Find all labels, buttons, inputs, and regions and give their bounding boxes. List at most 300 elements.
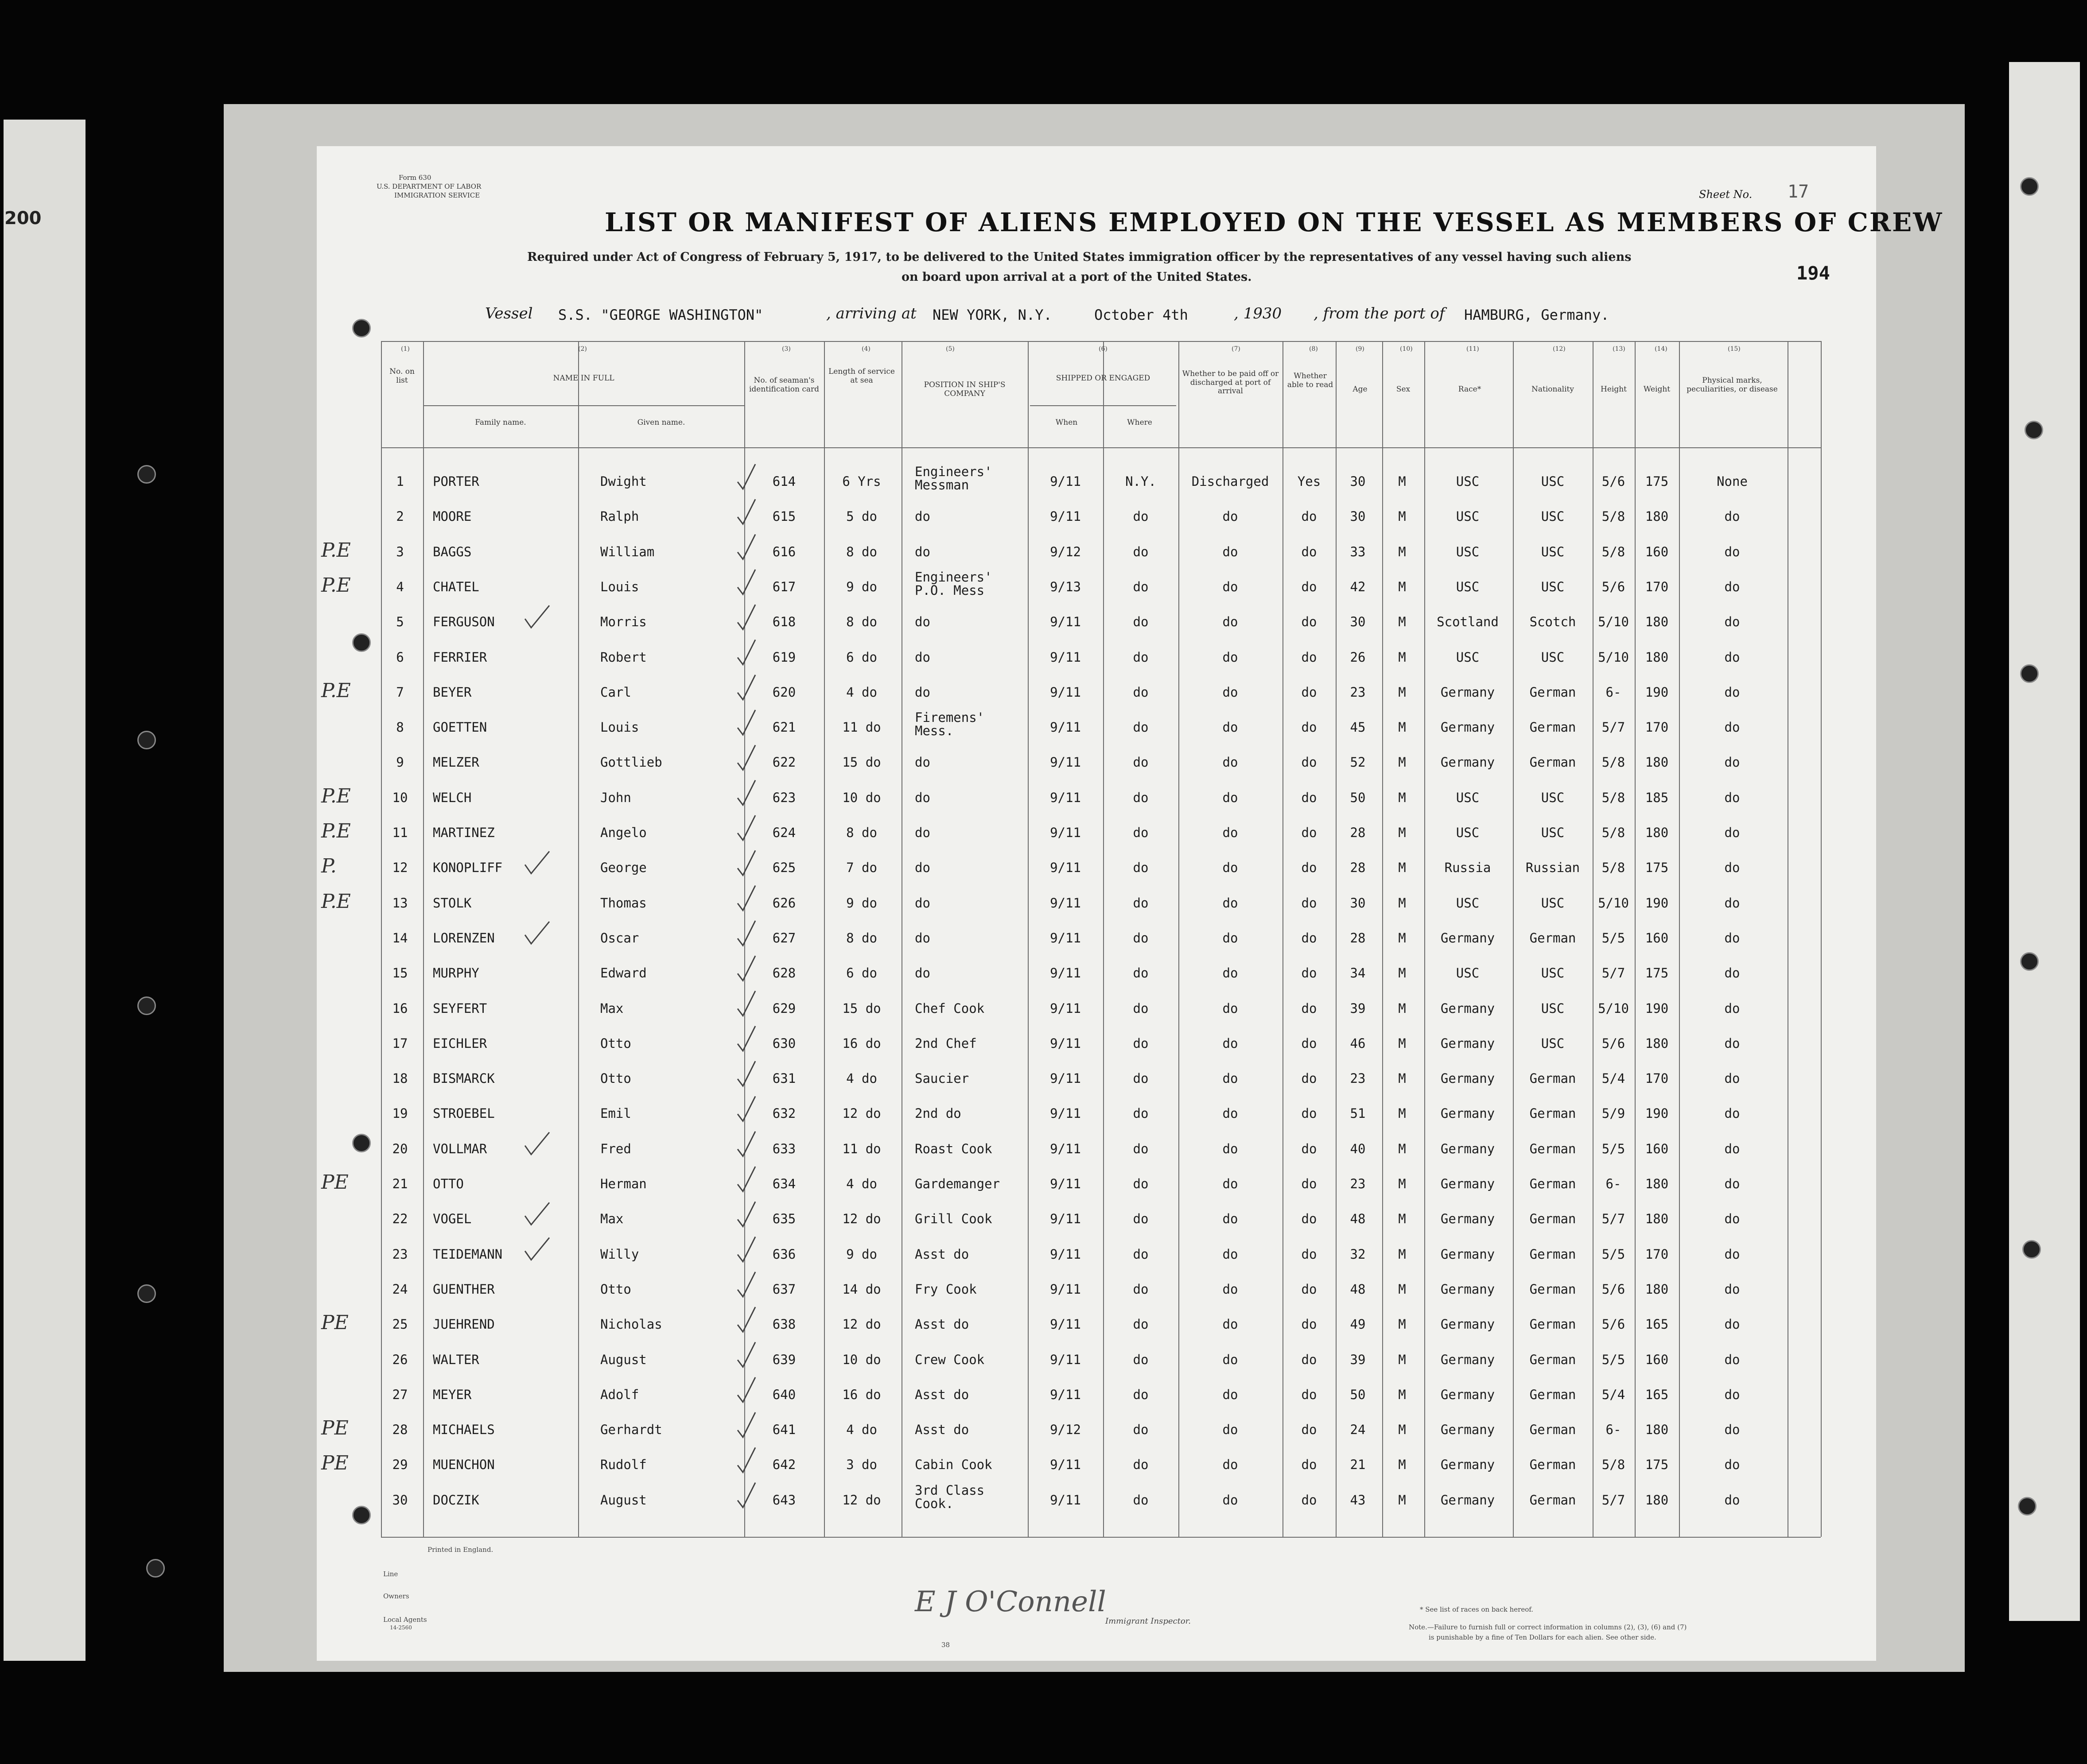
sex: M	[1398, 1211, 1406, 1227]
sex: M	[1398, 790, 1406, 805]
given-name: Fred	[600, 1141, 631, 1156]
age: 23	[1350, 1176, 1366, 1191]
paid-off-status: do	[1222, 1141, 1238, 1156]
age: 26	[1350, 649, 1366, 665]
height: 5/7	[1601, 720, 1625, 735]
check-mark	[738, 886, 755, 911]
row-number: 6	[396, 649, 404, 665]
length-of-service: 8 do	[846, 544, 877, 559]
shipped-when: 9/11	[1050, 755, 1081, 770]
shipped-where: do	[1133, 544, 1149, 559]
family-name: GUENTHER	[433, 1281, 495, 1297]
nationality: USC	[1541, 1000, 1565, 1016]
race: USC	[1456, 895, 1480, 911]
able-to-read: do	[1301, 720, 1317, 735]
id-card-number: 640	[772, 1387, 796, 1402]
header-position: POSITION IN SHIP'S COMPANY	[924, 380, 1006, 398]
given-name: Carl	[600, 684, 631, 700]
id-card-number: 643	[772, 1492, 796, 1508]
check-mark	[738, 710, 755, 735]
nationality: German	[1529, 1176, 1576, 1191]
shipped-when: 9/11	[1050, 1141, 1081, 1156]
age: 30	[1350, 614, 1366, 630]
paid-off-status: do	[1222, 860, 1238, 876]
shipped-when: 9/11	[1050, 1071, 1081, 1086]
shipped-when: 9/12	[1050, 544, 1081, 559]
ship-position: do	[915, 790, 930, 805]
family-name: PORTER	[433, 474, 479, 489]
able-to-read: do	[1301, 1387, 1317, 1402]
paid-off-status: do	[1222, 579, 1238, 594]
punch-hole	[2020, 177, 2039, 196]
paid-off-status: do	[1222, 1281, 1238, 1297]
shipped-where: do	[1133, 825, 1149, 840]
family-name: FERRIER	[433, 649, 487, 665]
shipped-where: N.Y.	[1125, 474, 1156, 489]
race: Germany	[1440, 1352, 1495, 1367]
race: Russia	[1444, 860, 1491, 876]
family-name: MOORE	[433, 509, 472, 524]
shipped-when: 9/11	[1050, 1211, 1081, 1227]
age: 46	[1350, 1035, 1366, 1051]
col-num-15: (15)	[1728, 345, 1741, 353]
header-name-in-full: NAME IN FULL	[553, 374, 614, 383]
id-card-number: 627	[772, 930, 796, 946]
nationality: German	[1529, 1387, 1576, 1402]
ship-position: 2nd do	[915, 1106, 961, 1121]
weight: 180	[1645, 825, 1669, 840]
length-of-service: 4 do	[846, 684, 877, 700]
height: 5/4	[1601, 1071, 1625, 1086]
header-age: Age	[1352, 385, 1368, 394]
line-label: Line	[383, 1570, 398, 1578]
inspector-signature: E J O'Connell	[915, 1586, 1106, 1618]
physical-marks: do	[1724, 1457, 1740, 1473]
sex: M	[1398, 895, 1406, 911]
able-to-read: do	[1301, 1071, 1317, 1086]
column-rule	[578, 341, 579, 1537]
shipped-where: do	[1133, 1141, 1149, 1156]
row-number: 10	[392, 790, 408, 805]
nationality: Russian	[1525, 860, 1580, 876]
physical-marks: do	[1724, 1035, 1740, 1051]
family-name: CHATEL	[433, 579, 479, 594]
nationality: German	[1529, 1211, 1576, 1227]
col-num-9: (9)	[1356, 345, 1364, 353]
physical-marks: do	[1724, 544, 1740, 559]
row-number: 18	[392, 1071, 408, 1086]
id-card-number: 633	[772, 1141, 796, 1156]
able-to-read: do	[1301, 649, 1317, 665]
age: 24	[1350, 1422, 1366, 1438]
arrival-date: October 4th	[1094, 306, 1188, 323]
row-number: 29	[392, 1457, 408, 1473]
shipped-when: 9/11	[1050, 614, 1081, 630]
id-card-number: 625	[772, 860, 796, 876]
weight: 170	[1645, 1246, 1669, 1262]
ship-position: Firemens' Mess.	[915, 710, 985, 739]
length-of-service: 16 do	[842, 1035, 881, 1051]
check-marks	[317, 146, 1876, 1661]
height: 5/5	[1601, 1141, 1625, 1156]
able-to-read: do	[1301, 544, 1317, 559]
ship-position: 3rd Class Cook.	[915, 1482, 985, 1511]
physical-marks: None	[1717, 474, 1748, 489]
weight: 180	[1645, 614, 1669, 630]
sex: M	[1398, 544, 1406, 559]
able-to-read: do	[1301, 1035, 1317, 1051]
height: 5/6	[1601, 1035, 1625, 1051]
id-card-number: 621	[772, 720, 796, 735]
age: 21	[1350, 1457, 1366, 1473]
col-num-10: (10)	[1400, 345, 1413, 353]
paid-off-status: do	[1222, 895, 1238, 911]
header-shipped-engaged: SHIPPED OR ENGAGED	[1056, 374, 1150, 383]
row-number: 1	[396, 474, 404, 489]
shipped-when: 9/11	[1050, 1317, 1081, 1332]
race: Germany	[1440, 1141, 1495, 1156]
able-to-read: do	[1301, 1317, 1317, 1332]
given-name: Oscar	[600, 930, 639, 946]
given-name: Emil	[600, 1106, 631, 1121]
family-name: EICHLER	[433, 1035, 487, 1051]
sex: M	[1398, 1071, 1406, 1086]
length-of-service: 3 do	[846, 1457, 877, 1473]
weight: 160	[1645, 930, 1669, 946]
shipped-when: 9/11	[1050, 684, 1081, 700]
check-mark	[525, 1202, 549, 1225]
given-name: Nicholas	[600, 1317, 662, 1332]
header-paid-off: Whether to be paid off or discharged at port of arrival	[1182, 369, 1279, 396]
able-to-read: do	[1301, 1106, 1317, 1121]
family-name: GOETTEN	[433, 720, 487, 735]
paid-off-status: do	[1222, 790, 1238, 805]
race: Germany	[1440, 1317, 1495, 1332]
id-card-number: 634	[772, 1176, 796, 1191]
given-name: Thomas	[600, 895, 647, 911]
paid-off-status: do	[1222, 544, 1238, 559]
family-name: FERGUSON	[433, 614, 495, 630]
able-to-read: do	[1301, 1211, 1317, 1227]
shipped-where: do	[1133, 1352, 1149, 1367]
given-name: August	[600, 1492, 647, 1508]
check-mark	[738, 1167, 755, 1191]
page-number: 38	[941, 1641, 950, 1649]
physical-marks: do	[1724, 579, 1740, 594]
shipped-where: do	[1133, 1176, 1149, 1191]
pe-mark: PE	[321, 1311, 349, 1334]
id-card-number: 623	[772, 790, 796, 805]
height: 5/10	[1598, 1000, 1629, 1016]
race: USC	[1456, 509, 1480, 524]
ship-position: do	[915, 895, 930, 911]
paid-off-status: do	[1222, 755, 1238, 770]
physical-marks: do	[1724, 1141, 1740, 1156]
physical-marks: do	[1724, 614, 1740, 630]
height: 5/7	[1601, 1492, 1625, 1508]
weight: 160	[1645, 544, 1669, 559]
row-number: 24	[392, 1281, 408, 1297]
sex: M	[1398, 755, 1406, 770]
sheet-label: Sheet No.	[1699, 188, 1753, 201]
able-to-read: do	[1301, 1000, 1317, 1016]
id-card-number: 630	[772, 1035, 796, 1051]
race: Germany	[1440, 684, 1495, 700]
physical-marks: do	[1724, 1211, 1740, 1227]
agents-code: 14-2560	[390, 1624, 412, 1631]
family-name: DOCZIK	[433, 1492, 479, 1508]
arriving-port: NEW YORK, N.Y.	[933, 306, 1052, 323]
given-name: Max	[600, 1211, 624, 1227]
age: 30	[1350, 895, 1366, 911]
able-to-read: do	[1301, 930, 1317, 946]
nationality: German	[1529, 1492, 1576, 1508]
sex: M	[1398, 1457, 1406, 1473]
ship-position: do	[915, 755, 930, 770]
paid-off-status: do	[1222, 1422, 1238, 1438]
pe-mark: PE	[321, 1417, 349, 1440]
race: Germany	[1440, 1281, 1495, 1297]
nationality: USC	[1541, 790, 1565, 805]
ship-position: Asst do	[915, 1422, 969, 1438]
length-of-service: 15 do	[842, 755, 881, 770]
ship-position: Engineers' P.O. Mess	[915, 569, 992, 598]
check-mark	[738, 1412, 755, 1437]
length-of-service: 8 do	[846, 930, 877, 946]
col-num-12: (12)	[1553, 345, 1566, 353]
weight: 175	[1645, 965, 1669, 981]
able-to-read: do	[1301, 509, 1317, 524]
ship-position: Engineers' Messman	[915, 464, 992, 492]
check-mark	[738, 1026, 755, 1051]
weight: 180	[1645, 1422, 1669, 1438]
paid-off-status: do	[1222, 1457, 1238, 1473]
check-mark	[738, 956, 755, 981]
physical-marks: do	[1724, 860, 1740, 876]
length-of-service: 11 do	[842, 720, 881, 735]
ship-position: Grill Cook	[915, 1211, 992, 1227]
race: USC	[1456, 579, 1480, 594]
row-number: 9	[396, 755, 404, 770]
height: 5/6	[1601, 1281, 1625, 1297]
able-to-read: do	[1301, 1457, 1317, 1473]
given-name: Otto	[600, 1071, 631, 1086]
vessel-label: Vessel	[485, 305, 533, 322]
check-mark	[738, 535, 755, 559]
paid-off-status: do	[1222, 1176, 1238, 1191]
shipped-where: do	[1133, 1422, 1149, 1438]
race: Germany	[1440, 1492, 1495, 1508]
height: 5/6	[1601, 474, 1625, 489]
age: 51	[1350, 1106, 1366, 1121]
weight: 175	[1645, 860, 1669, 876]
nationality: German	[1529, 1457, 1576, 1473]
weight: 170	[1645, 1071, 1669, 1086]
shipped-where: do	[1133, 1457, 1149, 1473]
length-of-service: 10 do	[842, 790, 881, 805]
race: USC	[1456, 825, 1480, 840]
shipped-when: 9/11	[1050, 1457, 1081, 1473]
shipped-where: do	[1133, 1317, 1149, 1332]
ship-position: Saucier	[915, 1071, 969, 1086]
physical-marks: do	[1724, 1281, 1740, 1297]
shipped-where: do	[1133, 684, 1149, 700]
check-mark	[738, 1483, 755, 1508]
check-mark	[738, 991, 755, 1016]
race: USC	[1456, 965, 1480, 981]
given-name: Otto	[600, 1281, 631, 1297]
physical-marks: do	[1724, 649, 1740, 665]
able-to-read: do	[1301, 1492, 1317, 1508]
family-name: KONOPLIFF	[433, 860, 503, 876]
punch-hole	[2018, 1497, 2036, 1516]
ship-position: do	[915, 930, 930, 946]
weight: 190	[1645, 1106, 1669, 1121]
length-of-service: 4 do	[846, 1422, 877, 1438]
given-name: Louis	[600, 720, 639, 735]
header-physical-marks: Physical marks, peculiarities, or disease	[1687, 376, 1778, 394]
able-to-read: do	[1301, 1352, 1317, 1367]
family-name: TEIDEMANN	[433, 1246, 503, 1262]
row-number: 30	[392, 1492, 408, 1508]
weight: 190	[1645, 684, 1669, 700]
id-card-number: 641	[772, 1422, 796, 1438]
check-mark	[738, 745, 755, 770]
check-mark	[738, 1447, 755, 1472]
row-number: 15	[392, 965, 408, 981]
sex: M	[1398, 579, 1406, 594]
family-name: VOGEL	[433, 1211, 472, 1227]
row-number: 22	[392, 1211, 408, 1227]
shipped-when: 9/11	[1050, 1246, 1081, 1262]
age: 43	[1350, 1492, 1366, 1508]
shipped-where: do	[1133, 930, 1149, 946]
age: 45	[1350, 720, 1366, 735]
sex: M	[1398, 1422, 1406, 1438]
given-name: Willy	[600, 1246, 639, 1262]
age: 28	[1350, 930, 1366, 946]
id-card-number: 622	[772, 755, 796, 770]
weight: 180	[1645, 1281, 1669, 1297]
id-card-number: 642	[772, 1457, 796, 1473]
column-rule	[1679, 341, 1680, 1537]
sex: M	[1398, 1387, 1406, 1402]
punch-hole	[2020, 952, 2039, 971]
shipped-when: 9/11	[1050, 965, 1081, 981]
weight: 160	[1645, 1352, 1669, 1367]
sex: M	[1398, 1352, 1406, 1367]
check-mark	[738, 640, 755, 665]
check-mark	[738, 850, 755, 875]
length-of-service: 16 do	[842, 1387, 881, 1402]
row-number: 4	[396, 579, 404, 594]
paid-off-status: do	[1222, 1317, 1238, 1332]
check-mark	[738, 464, 755, 489]
sex: M	[1398, 1000, 1406, 1016]
row-number: 25	[392, 1317, 408, 1332]
nationality: German	[1529, 1317, 1576, 1332]
weight: 180	[1645, 1176, 1669, 1191]
shipped-when: 9/11	[1050, 1035, 1081, 1051]
header-able-to-read: Whether able to read	[1287, 372, 1333, 389]
weight: 175	[1645, 474, 1669, 489]
paid-off-status: do	[1222, 1211, 1238, 1227]
length-of-service: 12 do	[842, 1106, 881, 1121]
shipped-where: do	[1133, 579, 1149, 594]
paid-off-status: do	[1222, 930, 1238, 946]
shipped-when: 9/11	[1050, 790, 1081, 805]
weight: 180	[1645, 649, 1669, 665]
id-card-number: 624	[772, 825, 796, 840]
family-name: MELZER	[433, 755, 479, 770]
shipped-when: 9/13	[1050, 579, 1081, 594]
punch-hole	[137, 465, 156, 484]
pe-mark: P.E	[321, 890, 351, 913]
physical-marks: do	[1724, 1422, 1740, 1438]
local-agents-label: Local Agents	[383, 1616, 427, 1624]
length-of-service: 5 do	[846, 509, 877, 524]
physical-marks: do	[1724, 965, 1740, 981]
column-rule	[423, 341, 424, 1537]
punch-hole	[2022, 1240, 2041, 1259]
punch-hole	[137, 1284, 156, 1303]
length-of-service: 15 do	[842, 1000, 881, 1016]
inspector-label: Immigrant Inspector.	[1105, 1617, 1191, 1626]
left-overlap-sheet	[4, 120, 86, 1661]
length-of-service: 9 do	[846, 1246, 877, 1262]
check-mark	[525, 1238, 549, 1260]
shipped-where: do	[1133, 649, 1149, 665]
paid-off-status: do	[1222, 614, 1238, 630]
stamp-number: 194	[1796, 262, 1830, 284]
nationality: German	[1529, 1281, 1576, 1297]
able-to-read: do	[1301, 825, 1317, 840]
weight: 160	[1645, 1141, 1669, 1156]
paid-off-status: do	[1222, 1000, 1238, 1016]
race: Germany	[1440, 1422, 1495, 1438]
check-mark	[738, 1096, 755, 1121]
manifest-subtitle-1: Required under Act of Congress of February 5, 1917, to be delivered to the United States immigration officer by the representatives of any vessel having such aliens	[527, 250, 1632, 264]
punch-hole	[352, 1506, 371, 1524]
race: Germany	[1440, 1176, 1495, 1191]
race: Germany	[1440, 1035, 1495, 1051]
shipped-where: do	[1133, 1035, 1149, 1051]
shipped-where: do	[1133, 860, 1149, 876]
nationality: German	[1529, 1422, 1576, 1438]
row-number: 23	[392, 1246, 408, 1262]
shipped-where: do	[1133, 1106, 1149, 1121]
check-mark	[738, 1377, 755, 1402]
given-name: William	[600, 544, 655, 559]
nationality: German	[1529, 930, 1576, 946]
given-name: Robert	[600, 649, 647, 665]
sex: M	[1398, 1106, 1406, 1121]
row-number: 8	[396, 720, 404, 735]
row-number: 27	[392, 1387, 408, 1402]
column-rule	[1103, 341, 1104, 1537]
race: Germany	[1440, 1246, 1495, 1262]
age: 23	[1350, 684, 1366, 700]
height: 5/8	[1601, 825, 1625, 840]
printed-in-england: Printed in England.	[428, 1546, 494, 1554]
check-mark	[738, 1202, 755, 1226]
race: Germany	[1440, 1071, 1495, 1086]
family-name: BAGGS	[433, 544, 472, 559]
length-of-service: 7 do	[846, 860, 877, 876]
shipped-when: 9/11	[1050, 1352, 1081, 1367]
physical-marks: do	[1724, 1352, 1740, 1367]
check-mark	[525, 1132, 549, 1155]
